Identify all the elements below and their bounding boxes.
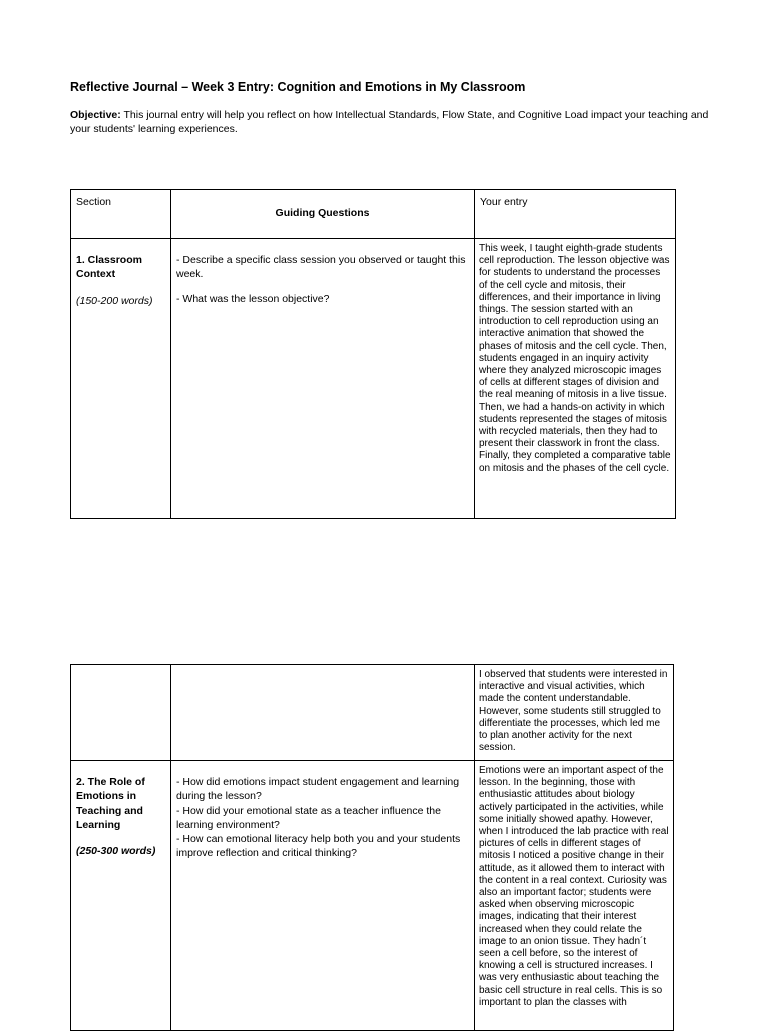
document-title: Reflective Journal – Week 3 Entry: Cognition and Emotions in My Classroom (70, 80, 526, 94)
entry-cell: This week, I taught eighth-grade students cell reproduction. The lesson objective was for students to understand the processes of the cell cycle and mitosis, their differences, and their importance in living things. The session started with an introduction to cell reproduction using an interactive animation that showed the phases of mitosis and the cell cycle. Then, students engaged in an inquiry activity where they analyzed microscopic images of cells at different stages of division and the real meaning of mitosis in a live tissue. Then, we had a hands-on activity in which students represented the stages of mitosis with recycled materials, then they had to present their classwork in front the class. Finally, they completed a comparative table on mitosis and the phases of the cell cycle. (475, 239, 676, 519)
header-your-entry: Your entry (480, 196, 528, 208)
journal-table-1 (70, 189, 676, 519)
header-section-cell (71, 190, 171, 239)
section-title: 1. Classroom Context (76, 254, 142, 281)
header-guiding-cell (171, 190, 475, 239)
word-count: (150-200 words) (76, 294, 153, 307)
header-guiding-questions: Guiding Questions (275, 207, 370, 219)
header-section: Section (76, 196, 112, 208)
guiding-question: - How can emotional literacy help both you and your students improve reflection and critical thinking? (176, 833, 461, 860)
entry-cell: I observed that students were interested in interactive and visual activities, which made the content understandable. However, some students still struggled to differentiate the processes, which led me to plan another activity for the next session. (475, 665, 674, 761)
guiding-question: - How did your emotional state as a teacher influence the learning environment? (176, 804, 441, 831)
header-entry-cell (475, 190, 676, 239)
section-cell-empty (71, 665, 171, 761)
table-row (71, 665, 674, 761)
objective-paragraph (70, 108, 710, 136)
objective-text: This journal entry will help you reflect on how Intellectual Standards, Flow State, and Cognitive Load impact your teaching and your students' learning experiences. (70, 109, 709, 135)
guiding-question: - What was the lesson objective? (176, 292, 330, 305)
guiding-questions-cell (171, 239, 475, 519)
section-cell (71, 761, 171, 1031)
section-title: 2. The Role of Emotions in Teaching and Learning (76, 776, 145, 831)
table-row (71, 761, 674, 1031)
word-count: (250-300 words) (76, 845, 156, 858)
section-cell (71, 239, 171, 519)
guiding-question: - Describe a specific class session you observed or taught this week. (176, 254, 466, 281)
guiding-questions-cell-empty (171, 665, 475, 761)
entry-cell: Emotions were an important aspect of the lesson. In the beginning, those with enthusiastic attitudes about biology actively participated in the activities, while some initially showed apathy. However, when I introduced the lab practice with real pictures of cells in different stages of mitosis I noticed a positive change in their attitude, as it allowed them to interact with the content in a real context. Curiosity was also an important factor; students were asked when observing microscopic images, indicating that their interest increased when they could relate the image to an onion tissue. They hadn´t seen a cell before, so the interest of knowing a cell is structured increases. I was very enthusiastic about teaching the basic cell structure in real cells. This is so important to plan the classes with (475, 761, 674, 1031)
guiding-question: - How did emotions impact student engagement and learning during the lesson? (176, 776, 460, 803)
guiding-questions-cell (171, 761, 475, 1031)
objective-label: Objective: (70, 109, 121, 121)
table-header-row (71, 190, 676, 239)
journal-table-2 (70, 664, 674, 1031)
table-row (71, 239, 676, 519)
